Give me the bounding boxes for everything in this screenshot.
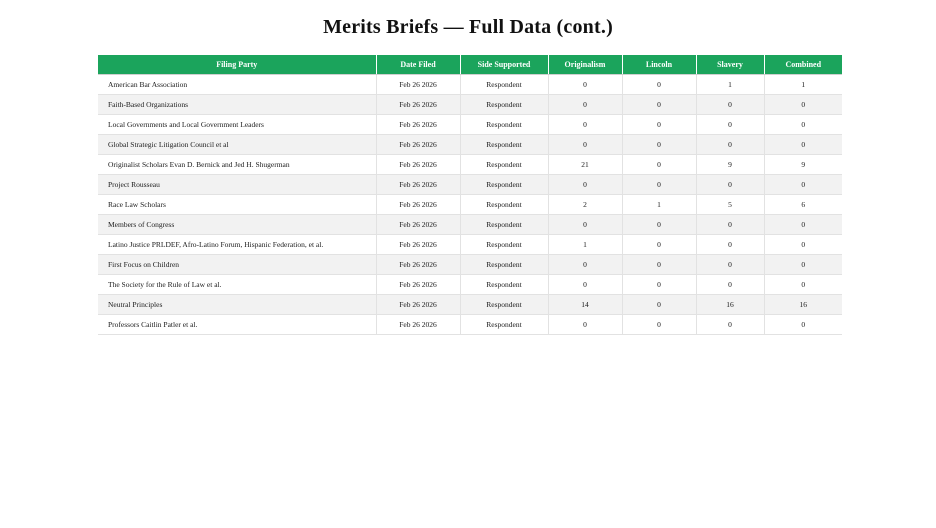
cell-slavery: 9 — [696, 155, 764, 175]
cell-originalism: 0 — [548, 95, 622, 115]
cell-side-supported: Respondent — [460, 275, 548, 295]
cell-combined: 0 — [764, 135, 842, 155]
cell-date-filed: Feb 26 2026 — [376, 195, 460, 215]
cell-slavery: 1 — [696, 75, 764, 95]
cell-side-supported: Respondent — [460, 75, 548, 95]
column-header-combined: Combined — [764, 55, 842, 75]
cell-slavery: 0 — [696, 275, 764, 295]
cell-combined: 6 — [764, 195, 842, 215]
cell-originalism: 0 — [548, 275, 622, 295]
cell-originalism: 0 — [548, 115, 622, 135]
cell-filing-party: Professors Caitlin Patler et al. — [98, 315, 376, 335]
cell-combined: 0 — [764, 115, 842, 135]
cell-filing-party: American Bar Association — [98, 75, 376, 95]
table-row — [98, 155, 842, 175]
cell-slavery: 0 — [696, 115, 764, 135]
cell-slavery: 16 — [696, 295, 764, 315]
cell-date-filed: Feb 26 2026 — [376, 115, 460, 135]
cell-combined: 0 — [764, 215, 842, 235]
cell-date-filed: Feb 26 2026 — [376, 235, 460, 255]
cell-slavery: 0 — [696, 235, 764, 255]
cell-filing-party: Project Rousseau — [98, 175, 376, 195]
cell-filing-party: Originalist Scholars Evan D. Bernick and Jed H. Shugerman — [98, 155, 376, 175]
cell-date-filed: Feb 26 2026 — [376, 95, 460, 115]
cell-date-filed: Feb 26 2026 — [376, 155, 460, 175]
cell-originalism: 2 — [548, 195, 622, 215]
cell-lincoln: 0 — [622, 255, 696, 275]
cell-combined: 0 — [764, 235, 842, 255]
merits-briefs-table-container — [98, 55, 838, 335]
cell-lincoln: 0 — [622, 235, 696, 255]
cell-side-supported: Respondent — [460, 195, 548, 215]
cell-originalism: 0 — [548, 75, 622, 95]
cell-side-supported: Respondent — [460, 135, 548, 155]
cell-lincoln: 0 — [622, 215, 696, 235]
cell-side-supported: Respondent — [460, 155, 548, 175]
cell-lincoln: 1 — [622, 195, 696, 215]
column-header-side-supported: Side Supported — [460, 55, 548, 75]
cell-lincoln: 0 — [622, 115, 696, 135]
column-header-originalism: Originalism — [548, 55, 622, 75]
column-header-filing-party: Filing Party — [98, 55, 376, 75]
cell-date-filed: Feb 26 2026 — [376, 215, 460, 235]
column-header-date-filed: Date Filed — [376, 55, 460, 75]
cell-side-supported: Respondent — [460, 295, 548, 315]
table-row — [98, 75, 842, 95]
cell-slavery: 0 — [696, 95, 764, 115]
cell-filing-party: Race Law Scholars — [98, 195, 376, 215]
cell-combined: 9 — [764, 155, 842, 175]
cell-originalism: 0 — [548, 175, 622, 195]
cell-slavery: 0 — [696, 215, 764, 235]
table-header — [98, 55, 842, 75]
cell-originalism: 0 — [548, 315, 622, 335]
cell-side-supported: Respondent — [460, 175, 548, 195]
cell-filing-party: Members of Congress — [98, 215, 376, 235]
cell-slavery: 0 — [696, 255, 764, 275]
cell-lincoln: 0 — [622, 155, 696, 175]
cell-side-supported: Respondent — [460, 215, 548, 235]
cell-side-supported: Respondent — [460, 315, 548, 335]
table-body — [98, 75, 842, 335]
table-row — [98, 195, 842, 215]
table-row — [98, 295, 842, 315]
cell-combined: 0 — [764, 315, 842, 335]
cell-date-filed: Feb 26 2026 — [376, 135, 460, 155]
table-row — [98, 275, 842, 295]
cell-originalism: 0 — [548, 255, 622, 275]
table-row — [98, 175, 842, 195]
cell-date-filed: Feb 26 2026 — [376, 175, 460, 195]
cell-date-filed: Feb 26 2026 — [376, 255, 460, 275]
cell-slavery: 0 — [696, 315, 764, 335]
page-title: Merits Briefs — Full Data (cont.) — [323, 16, 613, 38]
cell-filing-party: Faith-Based Organizations — [98, 95, 376, 115]
cell-lincoln: 0 — [622, 135, 696, 155]
cell-filing-party: Latino Justice PRLDEF, Afro-Latino Forum, Hispanic Federation, et al. — [98, 235, 376, 255]
table-row — [98, 135, 842, 155]
cell-combined: 0 — [764, 95, 842, 115]
table-row — [98, 215, 842, 235]
cell-date-filed: Feb 26 2026 — [376, 75, 460, 95]
cell-originalism: 14 — [548, 295, 622, 315]
cell-combined: 1 — [764, 75, 842, 95]
cell-filing-party: Global Strategic Litigation Council et al — [98, 135, 376, 155]
cell-filing-party: Local Governments and Local Government Leaders — [98, 115, 376, 135]
cell-originalism: 0 — [548, 215, 622, 235]
column-header-slavery: Slavery — [696, 55, 764, 75]
cell-slavery: 0 — [696, 175, 764, 195]
cell-side-supported: Respondent — [460, 115, 548, 135]
cell-combined: 0 — [764, 255, 842, 275]
cell-side-supported: Respondent — [460, 235, 548, 255]
cell-lincoln: 0 — [622, 95, 696, 115]
table-row — [98, 95, 842, 115]
cell-originalism: 21 — [548, 155, 622, 175]
cell-slavery: 5 — [696, 195, 764, 215]
cell-lincoln: 0 — [622, 75, 696, 95]
cell-date-filed: Feb 26 2026 — [376, 295, 460, 315]
cell-slavery: 0 — [696, 135, 764, 155]
cell-originalism: 1 — [548, 235, 622, 255]
cell-lincoln: 0 — [622, 315, 696, 335]
cell-filing-party: Neutral Principles — [98, 295, 376, 315]
cell-date-filed: Feb 26 2026 — [376, 275, 460, 295]
cell-originalism: 0 — [548, 135, 622, 155]
table-row — [98, 255, 842, 275]
cell-side-supported: Respondent — [460, 255, 548, 275]
merits-briefs-table — [98, 55, 842, 335]
cell-combined: 0 — [764, 175, 842, 195]
table-header-row — [98, 55, 842, 75]
cell-date-filed: Feb 26 2026 — [376, 315, 460, 335]
cell-lincoln: 0 — [622, 275, 696, 295]
table-row — [98, 235, 842, 255]
cell-combined: 0 — [764, 275, 842, 295]
column-header-lincoln: Lincoln — [622, 55, 696, 75]
cell-lincoln: 0 — [622, 295, 696, 315]
cell-combined: 16 — [764, 295, 842, 315]
table-row — [98, 115, 842, 135]
cell-filing-party: First Focus on Children — [98, 255, 376, 275]
table-row — [98, 315, 842, 335]
cell-lincoln: 0 — [622, 175, 696, 195]
cell-filing-party: The Society for the Rule of Law et al. — [98, 275, 376, 295]
cell-side-supported: Respondent — [460, 95, 548, 115]
